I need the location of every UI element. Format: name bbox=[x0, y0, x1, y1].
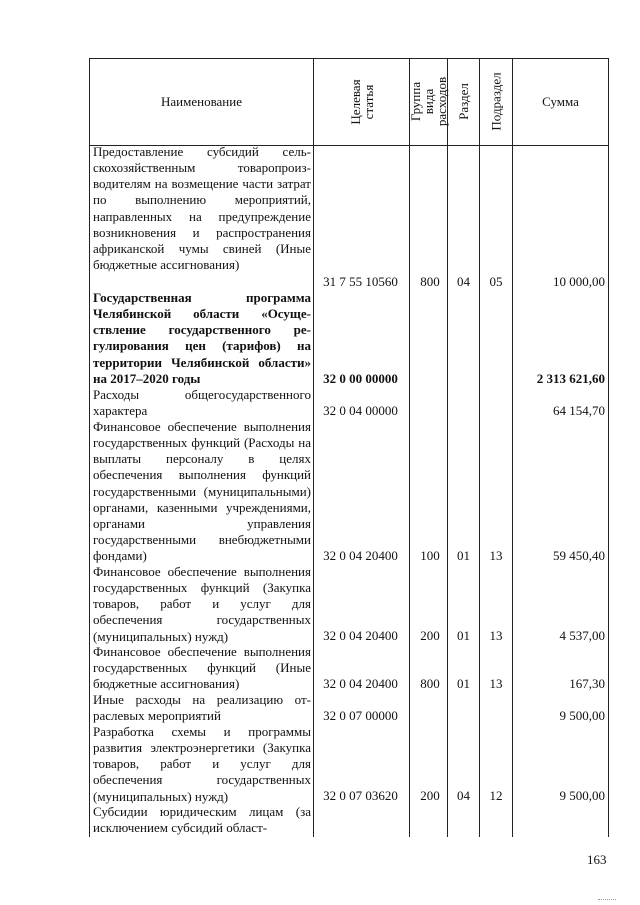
header-section: Раздел bbox=[456, 83, 471, 120]
row-group: 800 bbox=[420, 274, 440, 289]
row-name: Финансовое обеспечение выполнения государственных функций (Расходы на выплаты персоналу в целях обеспечения выполнения функций государственными (муниципальными) органами, казенными учреждениями, органами управления государственными внебюджетными фондами) bbox=[93, 419, 311, 564]
header-group: Группа вида расходов bbox=[408, 76, 449, 127]
row-target: 32 0 07 00000 bbox=[323, 708, 398, 723]
row-section: 04 bbox=[457, 274, 470, 289]
row-name: Иные расходы на реализацию отраслевых мероприятий bbox=[93, 692, 311, 724]
col-border-subsection bbox=[512, 58, 513, 837]
row-sum: 64 154,70 bbox=[553, 403, 605, 418]
header-sum-cell bbox=[513, 58, 608, 145]
row-target: 32 0 04 00000 bbox=[323, 403, 398, 418]
row-group: 800 bbox=[420, 676, 440, 691]
row-group: 200 bbox=[420, 628, 440, 643]
header-target: Целевая статья bbox=[347, 78, 376, 125]
row-name: Финансовое обеспечение выполнения государственных функций (Закупка товаров, работ и услуг для обеспечения государственных (муниципальных) нужд) bbox=[93, 564, 311, 644]
row-target: 32 0 04 20400 bbox=[323, 548, 398, 563]
header-subsection: Подраздел bbox=[488, 72, 504, 131]
row-sum: 167,30 bbox=[569, 676, 605, 691]
row-name: Предоставление субсидий сельскохозяйственным товаропроизводителям на возмещение части затрат по выполнению мероприятий, направленных на предупреждение возникновения и распространения африканской чумы свиней (Иные бюджетные ассигнования) bbox=[93, 144, 311, 273]
row-section: 04 bbox=[457, 788, 470, 803]
row-name: Субсидии юридическим лицам (за исключением субсидий област- bbox=[93, 804, 311, 836]
row-name: Расходы общегосударственного характера bbox=[93, 387, 311, 419]
row-target: 32 0 07 03620 bbox=[323, 788, 398, 803]
col-border-group bbox=[447, 58, 448, 837]
row-sum: 4 537,00 bbox=[559, 628, 605, 643]
row-subsection: 13 bbox=[489, 676, 503, 691]
header-name: Наименование bbox=[161, 94, 242, 109]
col-border-right bbox=[608, 58, 609, 837]
row-section: 01 bbox=[457, 548, 470, 563]
row-target-program: 32 0 00 00000 bbox=[323, 371, 398, 386]
row-sum: 9 500,00 bbox=[559, 788, 605, 803]
row-section: 01 bbox=[457, 676, 470, 691]
row-name-program: Государственная программа Челябинской области «Осуществление государственного регулирования цен (тарифов) на территории Челябинской области» на 2017–2020 годы bbox=[93, 290, 311, 386]
header-target-cell bbox=[314, 58, 409, 145]
header-name-cell bbox=[90, 58, 313, 145]
row-subsection: 13 bbox=[489, 548, 503, 563]
row-subsection: 13 bbox=[489, 628, 503, 643]
row-section: 01 bbox=[457, 628, 470, 643]
col-border-section bbox=[479, 58, 480, 837]
scan-mark bbox=[598, 899, 616, 900]
header-group-cell bbox=[410, 58, 447, 145]
header-subsection-cell bbox=[480, 58, 512, 145]
row-name: Разработка схемы и программы развития электроэнергетики (Закупка товаров, работ и услуг для обеспечения государственных (муниципальных) нужд) bbox=[93, 724, 311, 804]
row-group: 100 bbox=[420, 548, 440, 563]
page-number: 163 bbox=[587, 852, 607, 867]
row-sum: 9 500,00 bbox=[559, 708, 605, 723]
header-section-cell bbox=[448, 58, 479, 145]
col-border-name bbox=[313, 58, 314, 837]
row-sum-program: 2 313 621,60 bbox=[536, 371, 605, 386]
header-sum: Сумма bbox=[542, 94, 579, 109]
col-border-target bbox=[409, 58, 410, 837]
row-sum: 59 450,40 bbox=[553, 548, 605, 563]
row-name: Финансовое обеспечение выполнения государственных функций (Иные бюджетные ассигнования) bbox=[93, 644, 311, 692]
row-group: 200 bbox=[420, 788, 440, 803]
row-subsection: 05 bbox=[489, 274, 503, 289]
row-target: 31 7 55 10560 bbox=[323, 274, 398, 289]
row-sum: 10 000,00 bbox=[553, 274, 605, 289]
col-border-left bbox=[89, 58, 90, 837]
row-target: 32 0 04 20400 bbox=[323, 676, 398, 691]
row-subsection: 12 bbox=[489, 788, 503, 803]
row-target: 32 0 04 20400 bbox=[323, 628, 398, 643]
